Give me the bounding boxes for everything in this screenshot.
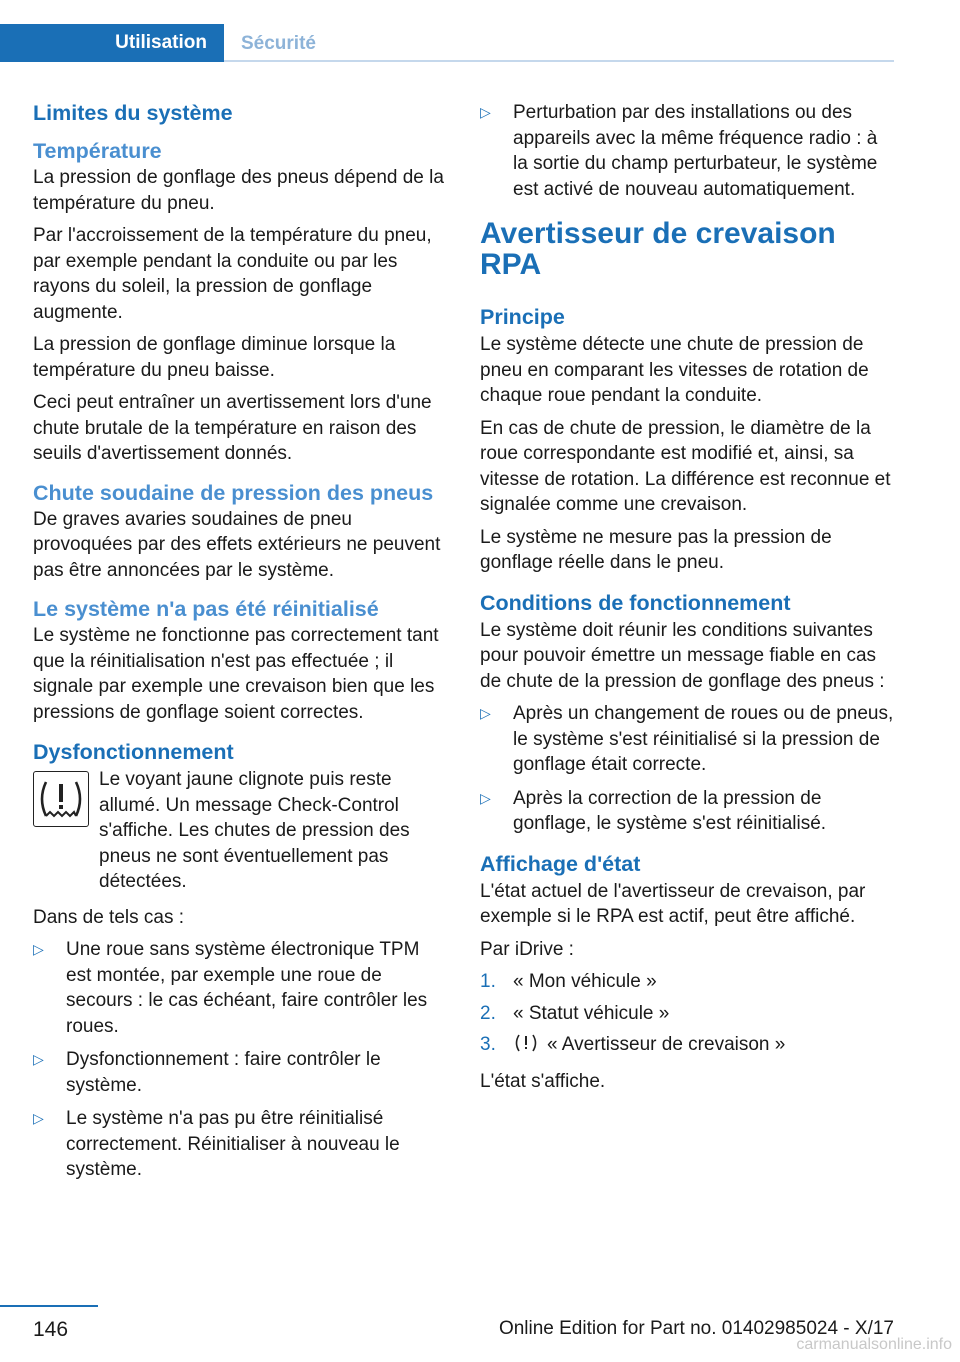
paragraph: Par l'accroissement de la température du pneu, par exemple pendant la conduite ou par les rayons du soleil, la pression de gonflage augmente.	[33, 225, 432, 323]
list-item-text: Perturbation par des installations ou des appareils avec la même fréquence radio : à la sortie du champ perturbateur, le système est activé de nouveau automatiquement.	[513, 102, 878, 200]
list-item	[480, 786, 896, 837]
list-item	[33, 937, 447, 1039]
paragraph: Le système ne mesure pas la pression de gonflage réelle dans le pneu.	[480, 526, 832, 573]
paragraph: L'état s'affiche.	[480, 1070, 606, 1092]
step-text: « Avertisseur de crevaison »	[547, 1034, 786, 1055]
subheading-temperature: Température	[33, 139, 162, 163]
tab-divider	[224, 60, 894, 62]
tab-utilisation-label: Utilisation	[115, 32, 207, 53]
triangle-right-icon: ▷	[33, 941, 44, 957]
list-item	[480, 1032, 896, 1061]
triangle-right-icon: ▷	[33, 1110, 44, 1126]
bullet-list	[480, 100, 896, 202]
steps-list	[480, 969, 896, 1061]
tab-bar	[0, 24, 894, 62]
paragraph: L'état actuel de l'avertisseur de crevaison, par exemple si le RPA est actif, peut être affiché.	[480, 880, 866, 927]
edition-footer: Online Edition for Part no. 01402985024 - X/17	[498, 1318, 894, 1339]
paragraph-dysfonctionnement	[33, 767, 447, 895]
tab-securite-label: Sécurité	[241, 33, 316, 54]
paragraph: Par iDrive :	[480, 938, 574, 960]
subheading-chute-soudaine: Chute soudaine de pression des pneus	[33, 480, 434, 505]
paragraph: Ceci peut entraîner un avertissement lors d'une chute brutale de la température en raison des seuils d'avertissement donnés.	[33, 392, 432, 464]
list-item-text: Le système n'a pas pu être réinitialisé correctement. Réinitialiser à nouveau le système.	[66, 1108, 400, 1180]
paragraph: En cas de chute de pression, le diamètre de la roue correspondante est modifié et, ainsi, sa vitesse de rotation. La différence est reconnue et signalée comme une crevaison.	[480, 417, 891, 515]
list-item-text: Après la correction de la pression de gonflage, le système s'est réinitialisé.	[513, 787, 827, 834]
paragraph: Le système doit réunir les conditions suivantes pour pouvoir émettre un message fiable en cas de chute de la pression de gonflage des pneus :	[480, 619, 885, 692]
list-item-text: Une roue sans système électronique TPM est montée, par exemple une roue de secours : le cas échéant, faire contrôler les roues.	[66, 939, 428, 1037]
step-number: 1.	[480, 971, 496, 992]
tab-utilisation[interactable]	[0, 24, 224, 62]
subheading-affichage: Affichage d'état	[480, 851, 641, 876]
paragraph: Dans de tels cas :	[33, 906, 185, 928]
warning-block	[33, 767, 447, 895]
subheading-principe: Principe	[480, 305, 565, 329]
paragraph: De graves avaries soudaines de pneu provoquées par des effets extérieurs ne peuvent pas être annoncées par le système.	[33, 508, 441, 581]
section-title-rpa: Avertisseur de crevaison RPA	[480, 217, 836, 281]
page-number: 146	[33, 1318, 69, 1341]
triangle-right-icon: ▷	[480, 104, 491, 120]
list-item-text: Après un changement de roues ou de pneus, le système s'est réinitialisé si la pression de gonflage était correcte.	[513, 703, 894, 775]
bullet-list	[33, 937, 447, 1183]
bullet-list	[480, 701, 896, 837]
page-number-rule	[0, 1305, 98, 1307]
step-text: « Statut véhicule »	[513, 1002, 670, 1024]
tire-warning-icon	[513, 1033, 539, 1061]
paragraph: La pression de gonflage des pneus dépend de la température du pneu.	[33, 167, 444, 214]
subheading-non-reinitialise: Le système n'a pas été réinitialisé	[33, 597, 379, 621]
list-item	[33, 1047, 447, 1098]
subheading-conditions: Conditions de fonctionnement	[480, 590, 791, 615]
list-item	[480, 969, 896, 995]
paragraph: Le système ne fonctionne pas correctement tant que la réinitialisation n'est pas effectuée ; il signale par exemple une crevaison bien que les pressions de gonflage soient correctes.	[33, 625, 439, 723]
list-item	[33, 1106, 447, 1183]
list-item-text: Dysfonctionnement : faire contrôler le système.	[66, 1049, 381, 1096]
step-text: « Mon véhicule »	[513, 971, 657, 992]
paragraph: Le système détecte une chute de pression de pneu en comparant les vitesses de rotation de chaque roue pendant la conduite.	[480, 334, 869, 406]
triangle-right-icon: ▷	[480, 789, 491, 806]
watermark: carmanualsonline.info	[796, 1336, 952, 1353]
section-title-limites: Limites du système	[33, 101, 233, 125]
tab-securite[interactable]	[241, 33, 316, 55]
list-item	[480, 1001, 896, 1027]
step-number: 2.	[480, 1002, 496, 1024]
triangle-right-icon: ▷	[33, 1051, 44, 1067]
step-number: 3.	[480, 1034, 496, 1055]
list-item	[480, 701, 896, 778]
paragraph: La pression de gonflage diminue lorsque la température du pneu baisse.	[33, 334, 396, 381]
left-column	[33, 100, 447, 1191]
list-item	[480, 100, 896, 202]
paragraph-text: Le voyant jaune clignote puis reste allumé. Un message Check-Control s'affiche. Les chutes de pression des pneus ne sont éventuellement pas détectées.	[99, 769, 410, 892]
triangle-right-icon: ▷	[480, 705, 491, 721]
tire-pressure-warning-icon	[33, 771, 89, 827]
right-column	[480, 100, 896, 1101]
subheading-dysfonctionnement: Dysfonctionnement	[33, 740, 234, 764]
